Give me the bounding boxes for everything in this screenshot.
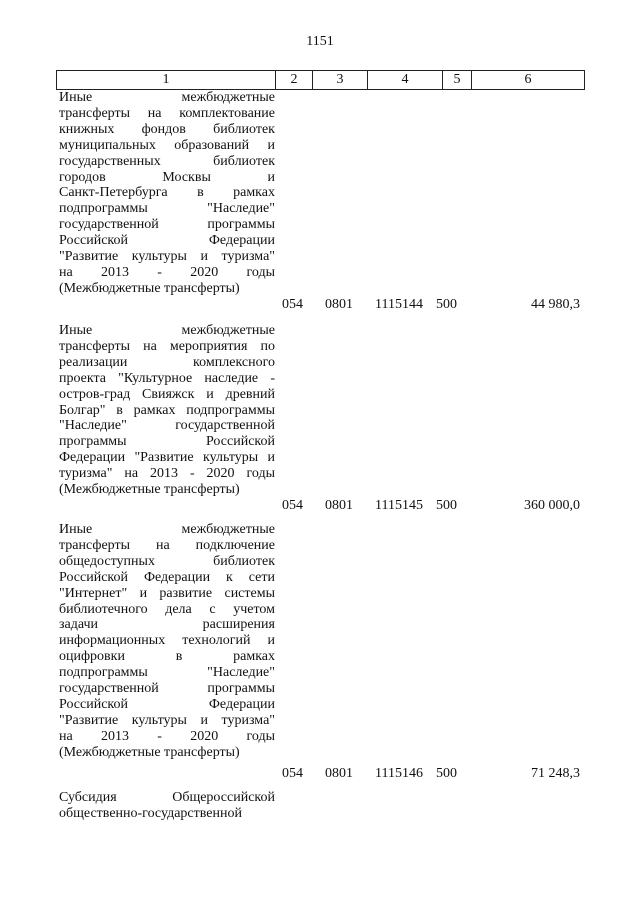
row-2-sum: 360 000,0	[524, 498, 580, 513]
description-line: "Наследие" государственной	[59, 418, 275, 434]
description-line: Иные межбюджетные	[59, 323, 275, 338]
description-line: трансферты на подключение	[59, 537, 275, 553]
description-line: на 2013 - 2020 годы	[59, 264, 275, 280]
description-line: задачи расширения	[59, 617, 275, 633]
description-line: Федерации "Развитие культуры и	[59, 450, 275, 466]
description-line: информационных технологий и	[59, 633, 275, 649]
row-1-sum: 44 980,3	[531, 297, 580, 312]
description-line: Иные межбюджетные	[59, 522, 275, 537]
description-line: Субсидия Общероссийской	[59, 790, 275, 805]
description-line: городов Москвы и	[59, 169, 275, 185]
description-line: Российской Федерации	[59, 233, 275, 249]
description-line: Санкт-Петербурга в рамках	[59, 185, 275, 201]
row-1-code: 054	[282, 297, 303, 312]
row-1-target: 1115144	[375, 297, 423, 312]
row-3-description	[59, 522, 275, 761]
row-2-type: 500	[436, 498, 457, 513]
description-line: оцифровки в рамках	[59, 649, 275, 665]
page-number: 1151	[306, 34, 334, 49]
description-line: (Межбюджетные трансферты)	[59, 482, 240, 498]
row-2-section: 0801	[325, 498, 353, 513]
row-2-target: 1115145	[375, 498, 423, 513]
description-line: трансферты на комплектование	[59, 105, 275, 121]
description-line: проекта "Культурное наследие -	[59, 370, 275, 386]
description-line: государственных библиотек	[59, 153, 275, 169]
column-header-1: 1	[57, 71, 276, 90]
description-line: "Развитие культуры и туризма"	[59, 249, 275, 265]
column-header-6: 6	[472, 71, 585, 90]
description-line: (Межбюджетные трансферты)	[59, 744, 240, 760]
description-line: реализации комплексного	[59, 354, 275, 370]
row-1-description	[59, 90, 275, 297]
row-3-section: 0801	[325, 766, 353, 781]
description-line: программы Российской	[59, 434, 275, 450]
column-header-row	[56, 70, 585, 90]
description-line: государственной программы	[59, 681, 275, 697]
description-line: Российской Федерации к сети	[59, 569, 275, 585]
row-2-code: 054	[282, 498, 303, 513]
description-line: государственной программы	[59, 217, 275, 233]
description-line: подпрограммы "Наследие"	[59, 201, 275, 217]
column-header-2: 2	[276, 71, 313, 90]
column-header-5: 5	[443, 71, 472, 90]
row-4-description	[59, 790, 275, 822]
column-header-3: 3	[313, 71, 368, 90]
row-3-sum: 71 248,3	[531, 766, 580, 781]
description-line: общедоступных библиотек	[59, 553, 275, 569]
row-3-target: 1115146	[375, 766, 423, 781]
description-line: библиотечного дела с учетом	[59, 601, 275, 617]
description-line: Иные межбюджетные	[59, 90, 275, 105]
row-3-code: 054	[282, 766, 303, 781]
description-line: "Развитие культуры и туризма"	[59, 712, 275, 728]
description-line: туризма" на 2013 - 2020 годы	[59, 466, 275, 482]
row-2-description	[59, 323, 275, 498]
description-line: остров-град Свияжск и древний	[59, 386, 275, 402]
column-header-4: 4	[368, 71, 443, 90]
description-line: подпрограммы "Наследие"	[59, 665, 275, 681]
description-line: "Интернет" и развитие системы	[59, 585, 275, 601]
description-line: Российской Федерации	[59, 696, 275, 712]
description-line: трансферты на мероприятия по	[59, 338, 275, 354]
description-line: (Межбюджетные трансферты)	[59, 280, 240, 296]
row-3-type: 500	[436, 766, 457, 781]
description-line: на 2013 - 2020 годы	[59, 728, 275, 744]
row-1-section: 0801	[325, 297, 353, 312]
description-line: книжных фондов библиотек	[59, 121, 275, 137]
description-line: муниципальных образований и	[59, 137, 275, 153]
row-1-type: 500	[436, 297, 457, 312]
description-line: Болгар" в рамках подпрограммы	[59, 402, 275, 418]
description-line: общественно-государственной	[59, 805, 242, 821]
